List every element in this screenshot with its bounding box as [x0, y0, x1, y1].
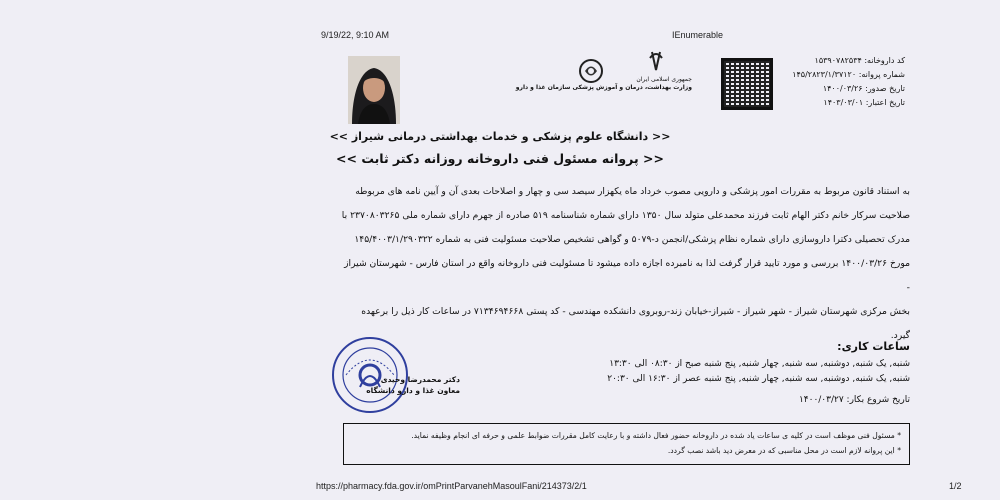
hours-morning: شنبه, یک شنبه, دوشنبه, سه شنبه, چهار شنبه, پنج شنبه صبح از ۰۸:۳۰ الی ۱۳:۳۰ — [609, 359, 910, 369]
portrait-photo — [348, 56, 400, 124]
signatory-role: معاون غذا و دارو دانشگاه — [366, 386, 460, 395]
license-number: شماره پروانه: ۱۴۵/۲۸۲۳/۱/۳۷۱۲۰ — [792, 70, 905, 79]
signature-block — [365, 374, 460, 396]
person-photo-icon — [348, 56, 400, 124]
ministry-logo — [515, 50, 692, 110]
issue-date: تاریخ صدور: ۱۴۰۰/۰۳/۲۶ — [822, 84, 905, 93]
note-line: * این پروانه لازم است در محل مناسبی که در معرض دید باشد نصب گردد. — [667, 446, 901, 455]
body-line: به استناد قانون مربوط به مقررات امور پزشکی و دارویی مصوب خرداد ماه یکهزار سیصد سی و چهار و اصلاحات بعدی آن و آیین نامه های مربوطه — [355, 186, 910, 197]
iran-emblem-icon — [620, 50, 692, 72]
start-date: تاریخ شروع بکار: ۱۴۰۰/۰۳/۲۷ — [798, 395, 910, 405]
body-line: گیرد. — [890, 330, 910, 341]
notes-box — [343, 423, 910, 465]
ministry-text: وزارت بهداشت، درمان و آموزش پزشکی سازمان غذا و دارو — [515, 84, 692, 91]
body-line: مدرک تحصیلی دکترا داروسازی دارای شماره نظام پزشکی/انجمن د-۵۰۷۹ و گواهی تشخیص صلاحیت مسئولیت فنی به شماره ۱۴۵/۴۰۰۳/۱/۲۹۰۳۲۲ — [354, 234, 910, 245]
signatory-name: دکتر محمدرضا وحیدی — [380, 375, 460, 384]
fda-emblem-icon — [578, 58, 604, 84]
license-meta — [780, 54, 905, 110]
valid-date: تاریخ اعتبار: ۱۴۰۳/۰۳/۰۱ — [823, 98, 905, 107]
working-hours — [560, 340, 910, 408]
pharmacy-code: کد داروخانه: ۱۵۳۹۰۷۸۲۵۳۴ — [814, 56, 905, 65]
fda-logo — [578, 58, 604, 84]
hours-evening: شنبه, یک شنبه, دوشنبه, سه شنبه, چهار شنبه, پنج شنبه عصر از ۱۶:۳۰ الی ۲۰:۳۰ — [607, 374, 910, 384]
university-title: << دانشگاه علوم پزشکی و خدمات بهداشتی درمانی شیراز >> — [329, 130, 671, 143]
body-line: مورخ ۱۴۰۰/۰۳/۲۶ بررسی و مورد تایید قرار گرفت لذا به نامبرده اجازه داده میشود تا مسئولیت فنی داروخانه واقع در استان فارس - شهرستان شیراز - — [344, 258, 910, 293]
print-page-title: IEnumerable — [672, 30, 724, 40]
print-url: https://pharmacy.fda.gov.ir/omPrintParvanehMasoulFani/214373/2/1 — [316, 481, 587, 491]
print-datetime: 9/19/22, 9:10 AM — [321, 30, 390, 40]
license-body — [340, 180, 910, 348]
license-title: << پروانه مسئول فنی داروخانه روزانه دکتر ثابت >> — [336, 151, 664, 166]
body-line: بخش مرکزی شهرستان شیراز - شهر شیراز - شیراز-خیابان زند-روبروی دانشکده مهندسی - کد پستی ۷۱۳۴۶۹۴۶۶۸ در ساعات کار ذیل را برعهده — [361, 306, 910, 317]
republic-text: جمهوری اسلامی ایران — [636, 76, 692, 83]
note-line: * مسئول فنی موظف است در کلیه ی ساعات یاد شده در داروخانه حضور فعال داشته و با رعایت کامل مقررات ضوابط علمی و حرفه ای انجام وظیفه نماید. — [411, 431, 901, 440]
qr-code — [721, 58, 773, 110]
page-number: 1/2 — [949, 481, 962, 491]
hours-title: ساعات کاری: — [837, 340, 910, 353]
body-line: صلاحیت سرکار خانم دکتر الهام ثابت فرزند محمدعلی متولد سال ۱۳۵۰ دارای شماره شناسنامه ۵۱۹ صادره از جهرم دارای شماره ملی ۲۳۷۰۸۰۳۲۶۵ با — [341, 210, 910, 221]
